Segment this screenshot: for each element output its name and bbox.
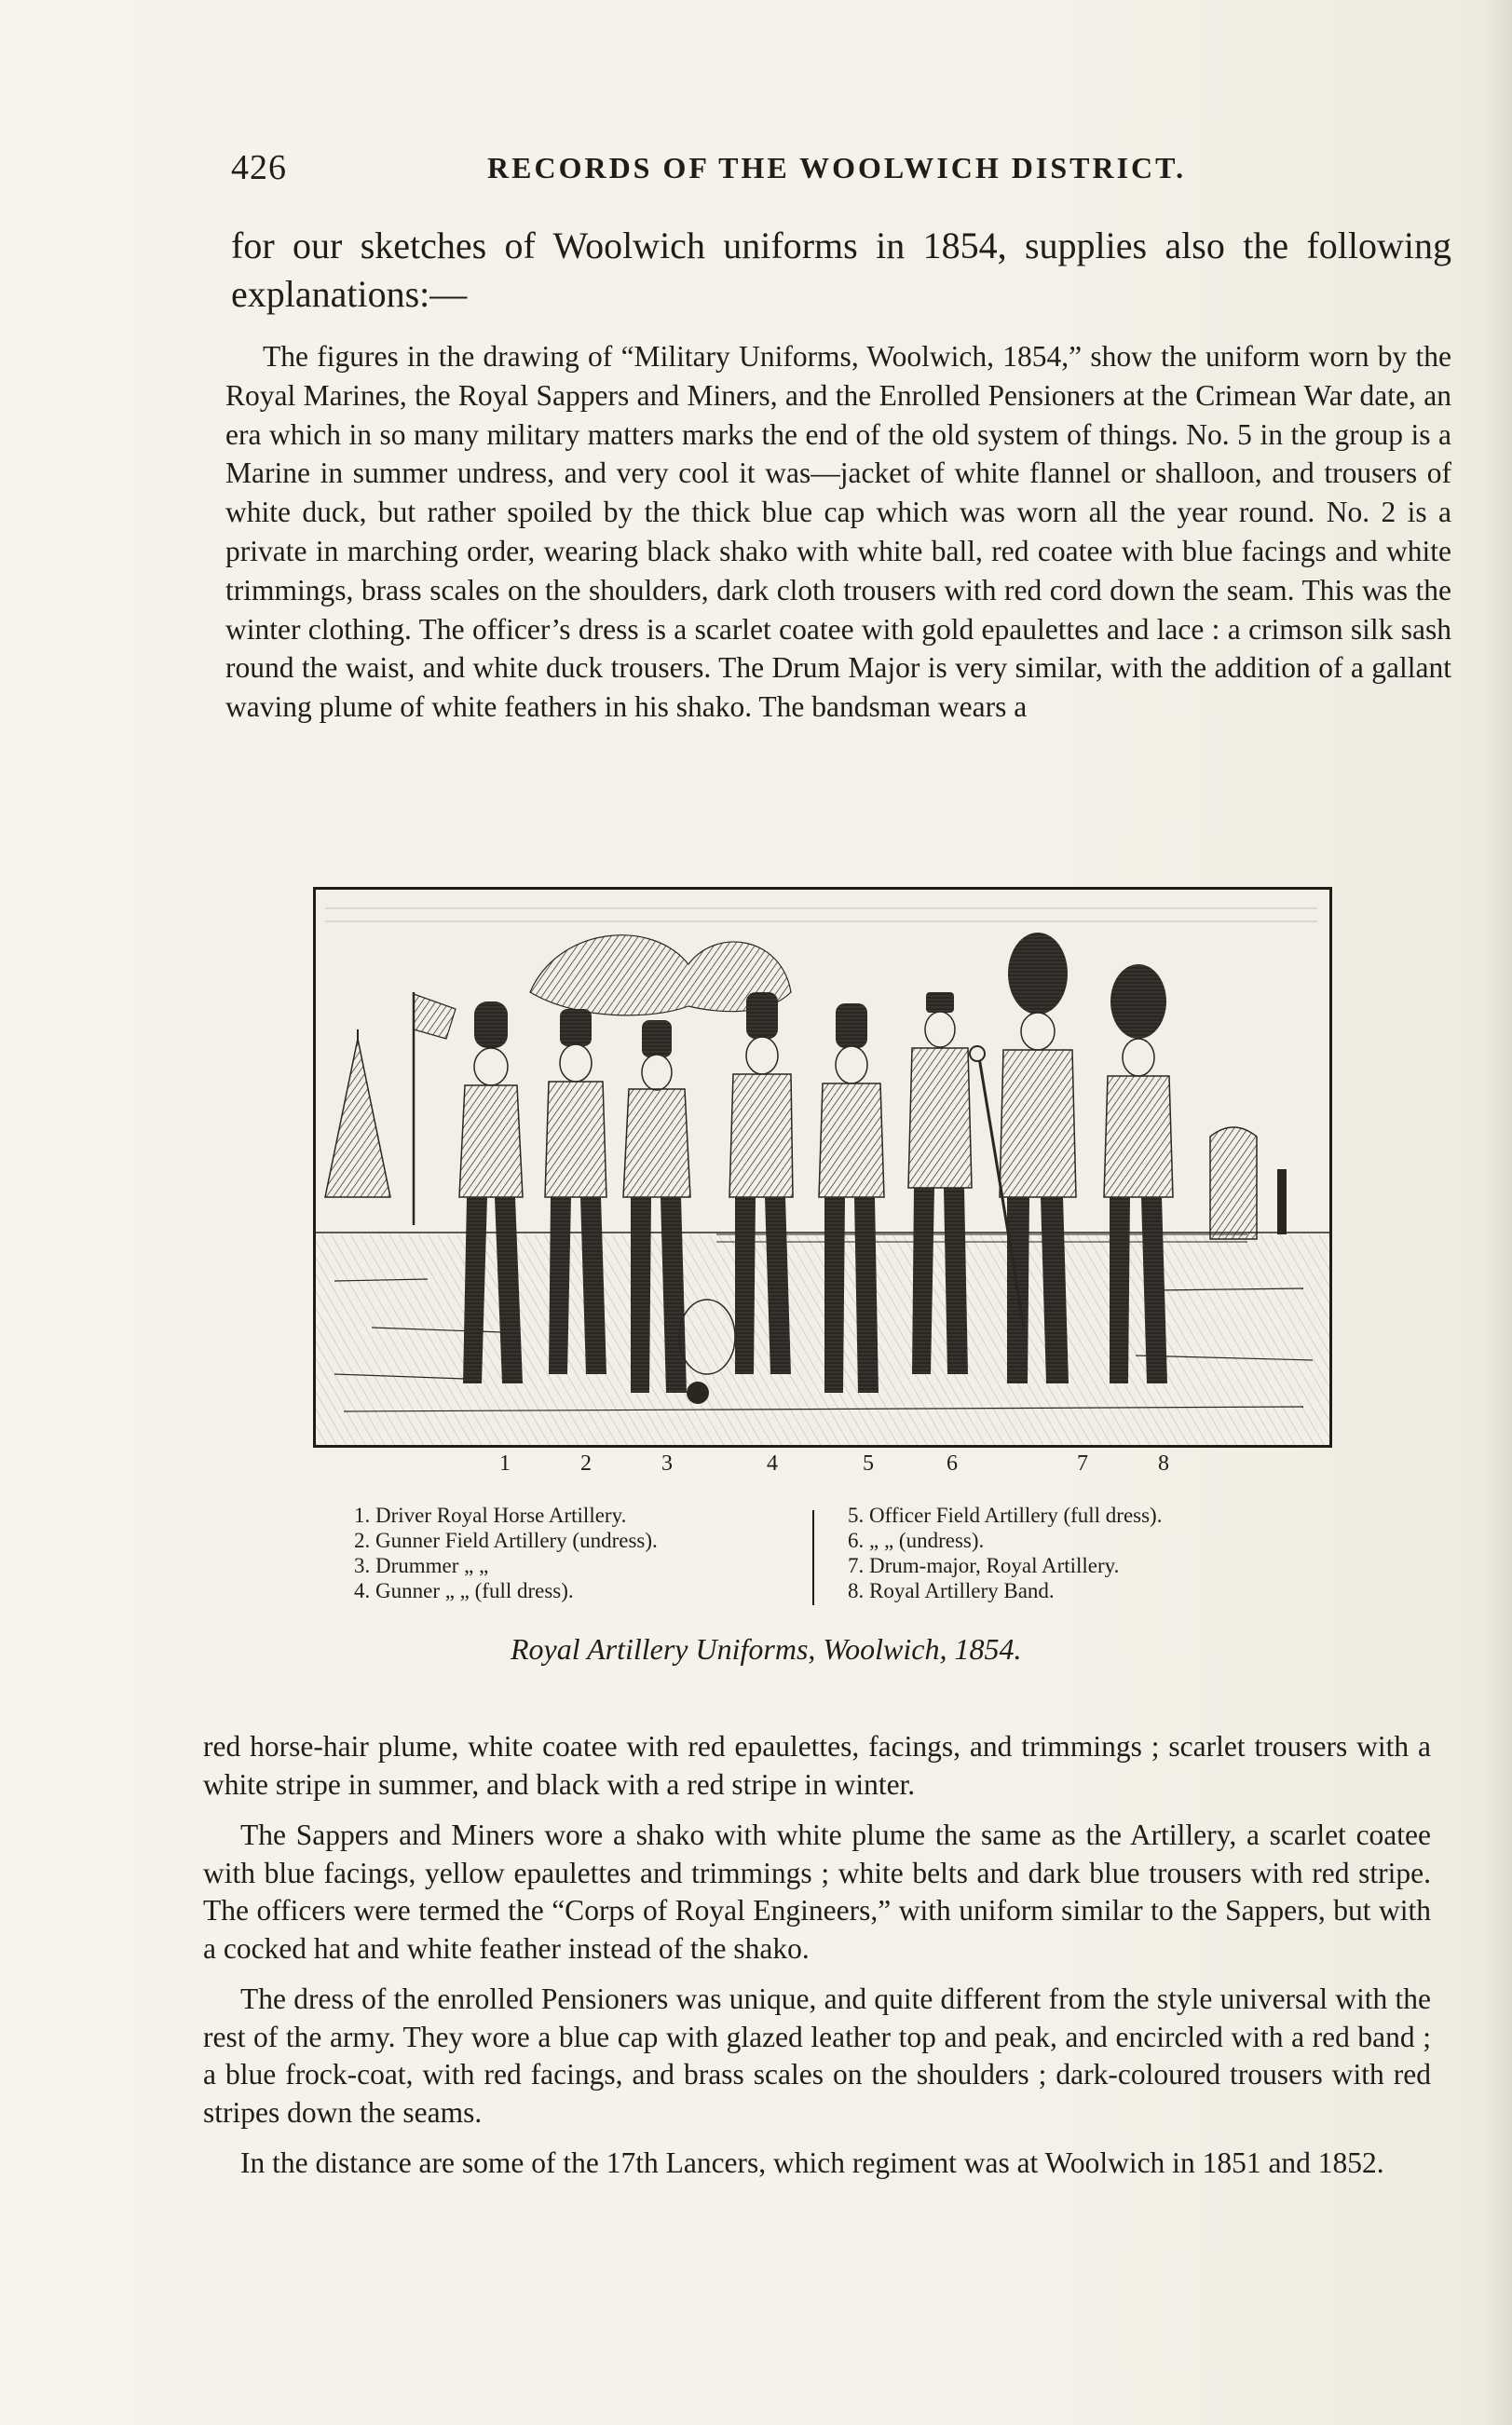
flag <box>414 992 456 1225</box>
body-paragraph: In the distance are some of the 17th Lancers, which regiment was at Woolwich in 1851 and 1852. <box>240 2146 1384 2179</box>
figure-number: 8 <box>1158 1451 1169 1476</box>
tent <box>325 1029 390 1197</box>
page-number: 426 <box>231 148 287 187</box>
figure-number-row <box>313 1451 1330 1483</box>
figure-number: 6 <box>947 1451 958 1476</box>
legend-entry: 2. Gunner Field Artillery (undress). <box>354 1529 658 1552</box>
legend-right-column <box>848 1503 1295 1603</box>
sky-lines <box>325 908 1317 921</box>
body-paragraph: The Sappers and Miners wore a shako with white plume the same as the Artillery, a scarlet coatee with blue facings, yellow epaulettes and trimmings ; white belts and dark blue trousers with red stripe. The officers were termed the “Corps of Royal Engineers,” with uniform similar to the Sappers, but with a cocked hat and white feather instead of the shako. <box>203 1819 1431 1965</box>
figure-number: 2 <box>580 1451 592 1476</box>
body-paragraph: The dress of the enrolled Pensioners was unique, and quite different from the style universal with the rest of the army. They wore a blue cap with glazed leather top and peak, and encircled with a red band ; a blue frock-coat, with red facings, and brass scales on the shoulders ; dark-coloured trousers with red stripes down the seams. <box>203 1982 1431 2129</box>
sentry-box <box>1210 1127 1287 1239</box>
figure-number: 7 <box>1077 1451 1088 1476</box>
lead-paragraph: for our sketches of Woolwich uniforms in 1854, supplies also the following explanations:— <box>231 225 1451 315</box>
legend-entry: 5. Officer Field Artillery (full dress). <box>848 1504 1163 1527</box>
body-paragraph: red horse-hair plume, white coatee with red epaulettes, facings, and trimmings ; scarlet trousers with a white stripe in summer, and black with a red stripe in winter. <box>203 1730 1431 1801</box>
running-head-title: RECORDS OF THE WOOLWICH DISTRICT. <box>487 151 1187 184</box>
figure-number: 3 <box>661 1451 673 1476</box>
page-gutter-shadow <box>1484 0 1512 2425</box>
legend-entry: 6. „ „ (undress). <box>848 1529 985 1552</box>
body-text <box>203 1728 1431 2196</box>
illustration-frame <box>313 887 1332 1448</box>
legend-divider <box>812 1510 814 1605</box>
legend-entry: 1. Driver Royal Horse Artillery. <box>354 1504 627 1527</box>
running-head <box>231 147 1447 192</box>
legend-entry: 3. Drummer „ „ <box>354 1554 489 1577</box>
legend-entry: 7. Drum-major, Royal Artillery. <box>848 1554 1120 1577</box>
quoted-paragraph: The figures in the drawing of “Military Uniforms, Woolwich, 1854,” show the uniform worn by the Royal Marines, the Royal Sappers and Miners, and the Enrolled Pensioners at the Crimean War date, an era which in so many military matters marks the end of the old system of things. No. 5 in the group is a Marine in summer undress, and very cool it was—jacket of white flannel or shalloon, and trousers of white duck, but rather spoiled by the thick blue cap which was worn all the year round. No. 2 is a private in marching order, wearing black shako with white ball, red coatee with blue facings and white trimmings, brass scales on the shoulders, dark cloth trousers with red cord down the seam. This was the winter clothing. The officer’s dress is a scarlet coatee with gold epaulettes and lace : a crimson silk sash round the waist, and white duck trousers. The Drum Major is very similar, with the addition of a gallant waving plume of white feathers in his shako. The bandsman wears a <box>225 340 1451 724</box>
figure-caption: Royal Artillery Uniforms, Woolwich, 1854. <box>511 1632 1022 1666</box>
figure-number: 5 <box>863 1451 874 1476</box>
figure-number: 4 <box>767 1451 778 1476</box>
legend-left-column <box>354 1503 810 1603</box>
figure-legend <box>354 1503 1295 1614</box>
uniforms-illustration <box>313 887 1330 1446</box>
engraving-drawing <box>316 890 1329 1445</box>
legend-entry: 8. Royal Artillery Band. <box>848 1579 1055 1602</box>
figure-number: 1 <box>499 1451 511 1476</box>
legend-entry: 4. Gunner „ „ (full dress). <box>354 1579 574 1602</box>
